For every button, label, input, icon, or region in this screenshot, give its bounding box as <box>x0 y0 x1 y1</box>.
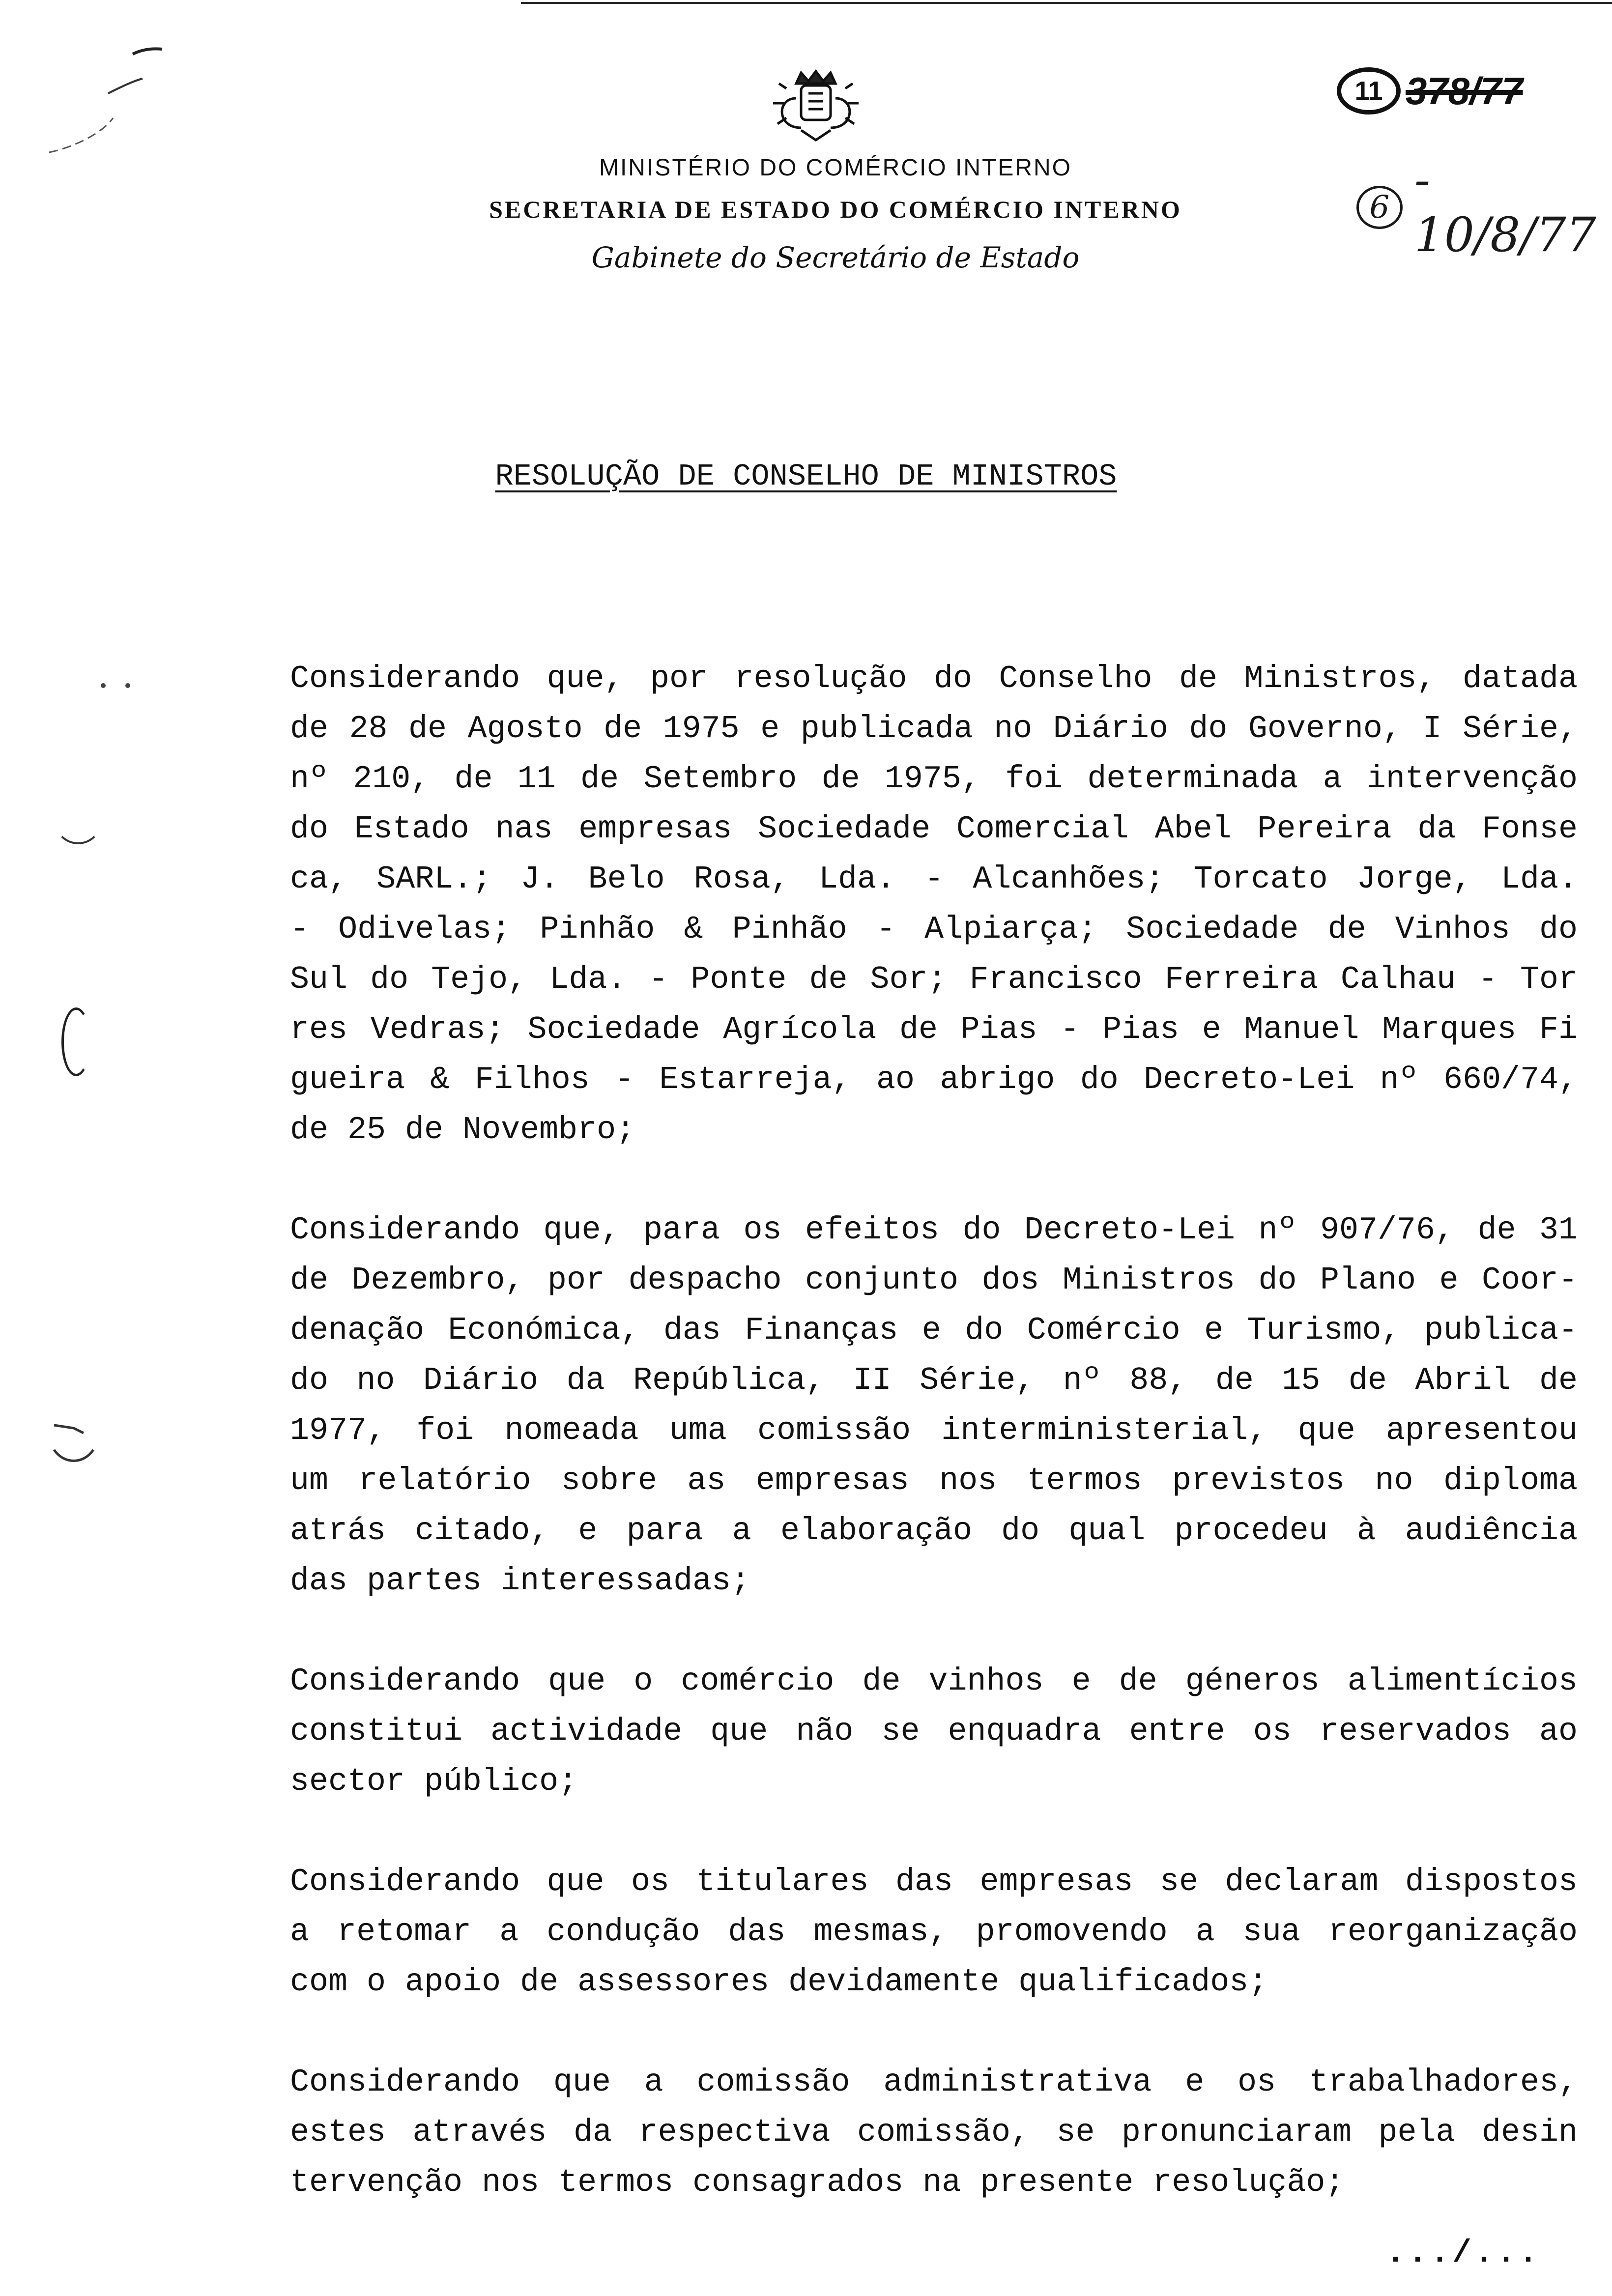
text-line: Considerando que a comissão administrativa e os trabalhadores, <box>290 2064 1578 2100</box>
reference-stamp <box>1337 59 1592 123</box>
coat-of-arms-icon <box>767 69 865 143</box>
text-line: do Estado nas empresas Sociedade Comercial Abel Pereira da Fonse <box>290 811 1578 847</box>
handwritten-date: - 10/8/77 <box>1414 152 1596 262</box>
paragraph-5 <box>290 2057 1578 2208</box>
text-line: um relatório sobre as empresas nos termos previstos no diploma <box>290 1463 1578 1499</box>
top-rule <box>521 2 1612 4</box>
text-line: tervenção nos termos consagrados na presente resolução; <box>290 2164 1345 2201</box>
text-line: de 28 de Agosto de 1975 e publicada no Diário do Governo, I Série, <box>290 711 1578 747</box>
text-line: Considerando que, para os efeitos do Decreto-Lei nº 907/76, de 31 <box>290 1212 1578 1248</box>
margin-dots-icon <box>93 678 143 693</box>
text-line: constitui actividade que não se enquadra entre os reservados ao <box>290 1713 1578 1750</box>
text-line: Considerando que os titulares das empresas se declaram dispostos <box>290 1864 1578 1900</box>
text-line: do no Diário da República, II Série, nº 88, de 15 de Abril de <box>290 1362 1578 1399</box>
continuation-marker: .../... <box>1386 2235 1541 2271</box>
text-line: - Odivelas; Pinhão & Pinhão - Alpiarça; Sociedade de Vinhos do <box>290 911 1578 947</box>
gabinete-name: Gabinete do Secretário de Estado <box>591 241 1080 274</box>
secretaria-name: SECRETARIA DE ESTADO DO COMÉRCIO INTERNO <box>489 196 1182 223</box>
margin-scribble-icon <box>44 34 172 162</box>
punch-hole-mark <box>54 796 102 844</box>
paragraph-1 <box>290 654 1578 1155</box>
document-title <box>0 452 1612 501</box>
text-line: 1977, foi nomeada uma comissão interministerial, que apresentou <box>290 1412 1578 1449</box>
stamp-code: 378/77 <box>1406 69 1523 113</box>
text-line: a retomar a condução das mesmas, promovendo a sua reorganização <box>290 1914 1578 1950</box>
text-line: denação Económica, das Finanças e do Comércio e Turismo, publica- <box>290 1312 1578 1349</box>
text-line: sector público; <box>290 1763 578 1800</box>
document-title-text: RESOLUÇÃO DE CONSELHO DE MINISTROS <box>495 459 1117 494</box>
handwritten-circle-letter: 6 <box>1356 186 1403 229</box>
text-line: nº 210, de 11 de Setembro de 1975, foi determinada a intervenção <box>290 761 1578 797</box>
margin-bracket-mark <box>61 1007 91 1076</box>
text-line: Sul do Tejo, Lda. - Ponte de Sor; Francisco Ferreira Calhau - Tor <box>290 961 1578 998</box>
text-line: ca, SARL.; J. Belo Rosa, Lda. - Alcanhões; Torcato Jorge, Lda. <box>290 861 1578 897</box>
text-line: estes através da respectiva comissão, se pronunciaram pela desin <box>290 2114 1578 2151</box>
text-line: Considerando que, por resolução do Conselho de Ministros, datada <box>290 660 1578 697</box>
text-line: Considerando que o comércio de vinhos e de géneros alimentícios <box>290 1663 1578 1699</box>
text-line: das partes interessadas; <box>290 1563 750 1599</box>
text-line: atrás citado, e para a elaboração do qual procedeu à audiência <box>290 1513 1578 1549</box>
text-line: de Dezembro, por despacho conjunto dos Ministros do Plano e Coor- <box>290 1262 1578 1298</box>
text-line: com o apoio de assessores devidamente qualificados; <box>290 1964 1268 2000</box>
stamp-circle-number: 11 <box>1337 67 1401 115</box>
text-line: res Vedras; Sociedade Agrícola de Pias - Pias e Manuel Marques Fi <box>290 1011 1578 1048</box>
paragraph-2 <box>290 1205 1578 1606</box>
paragraph-4 <box>290 1857 1578 2007</box>
handwritten-reference <box>1356 152 1612 262</box>
margin-tick-icon <box>44 1415 103 1474</box>
paragraph-3 <box>290 1656 1578 1807</box>
text-line: de 25 de Novembro; <box>290 1112 635 1148</box>
letterhead <box>442 147 1229 282</box>
ministry-name: MINISTÉRIO DO COMÉRCIO INTERNO <box>599 155 1072 181</box>
document-body <box>290 654 1578 2258</box>
text-line: gueira & Filhos - Estarreja, ao abrigo do Decreto-Lei nº 660/74, <box>290 1062 1578 1098</box>
